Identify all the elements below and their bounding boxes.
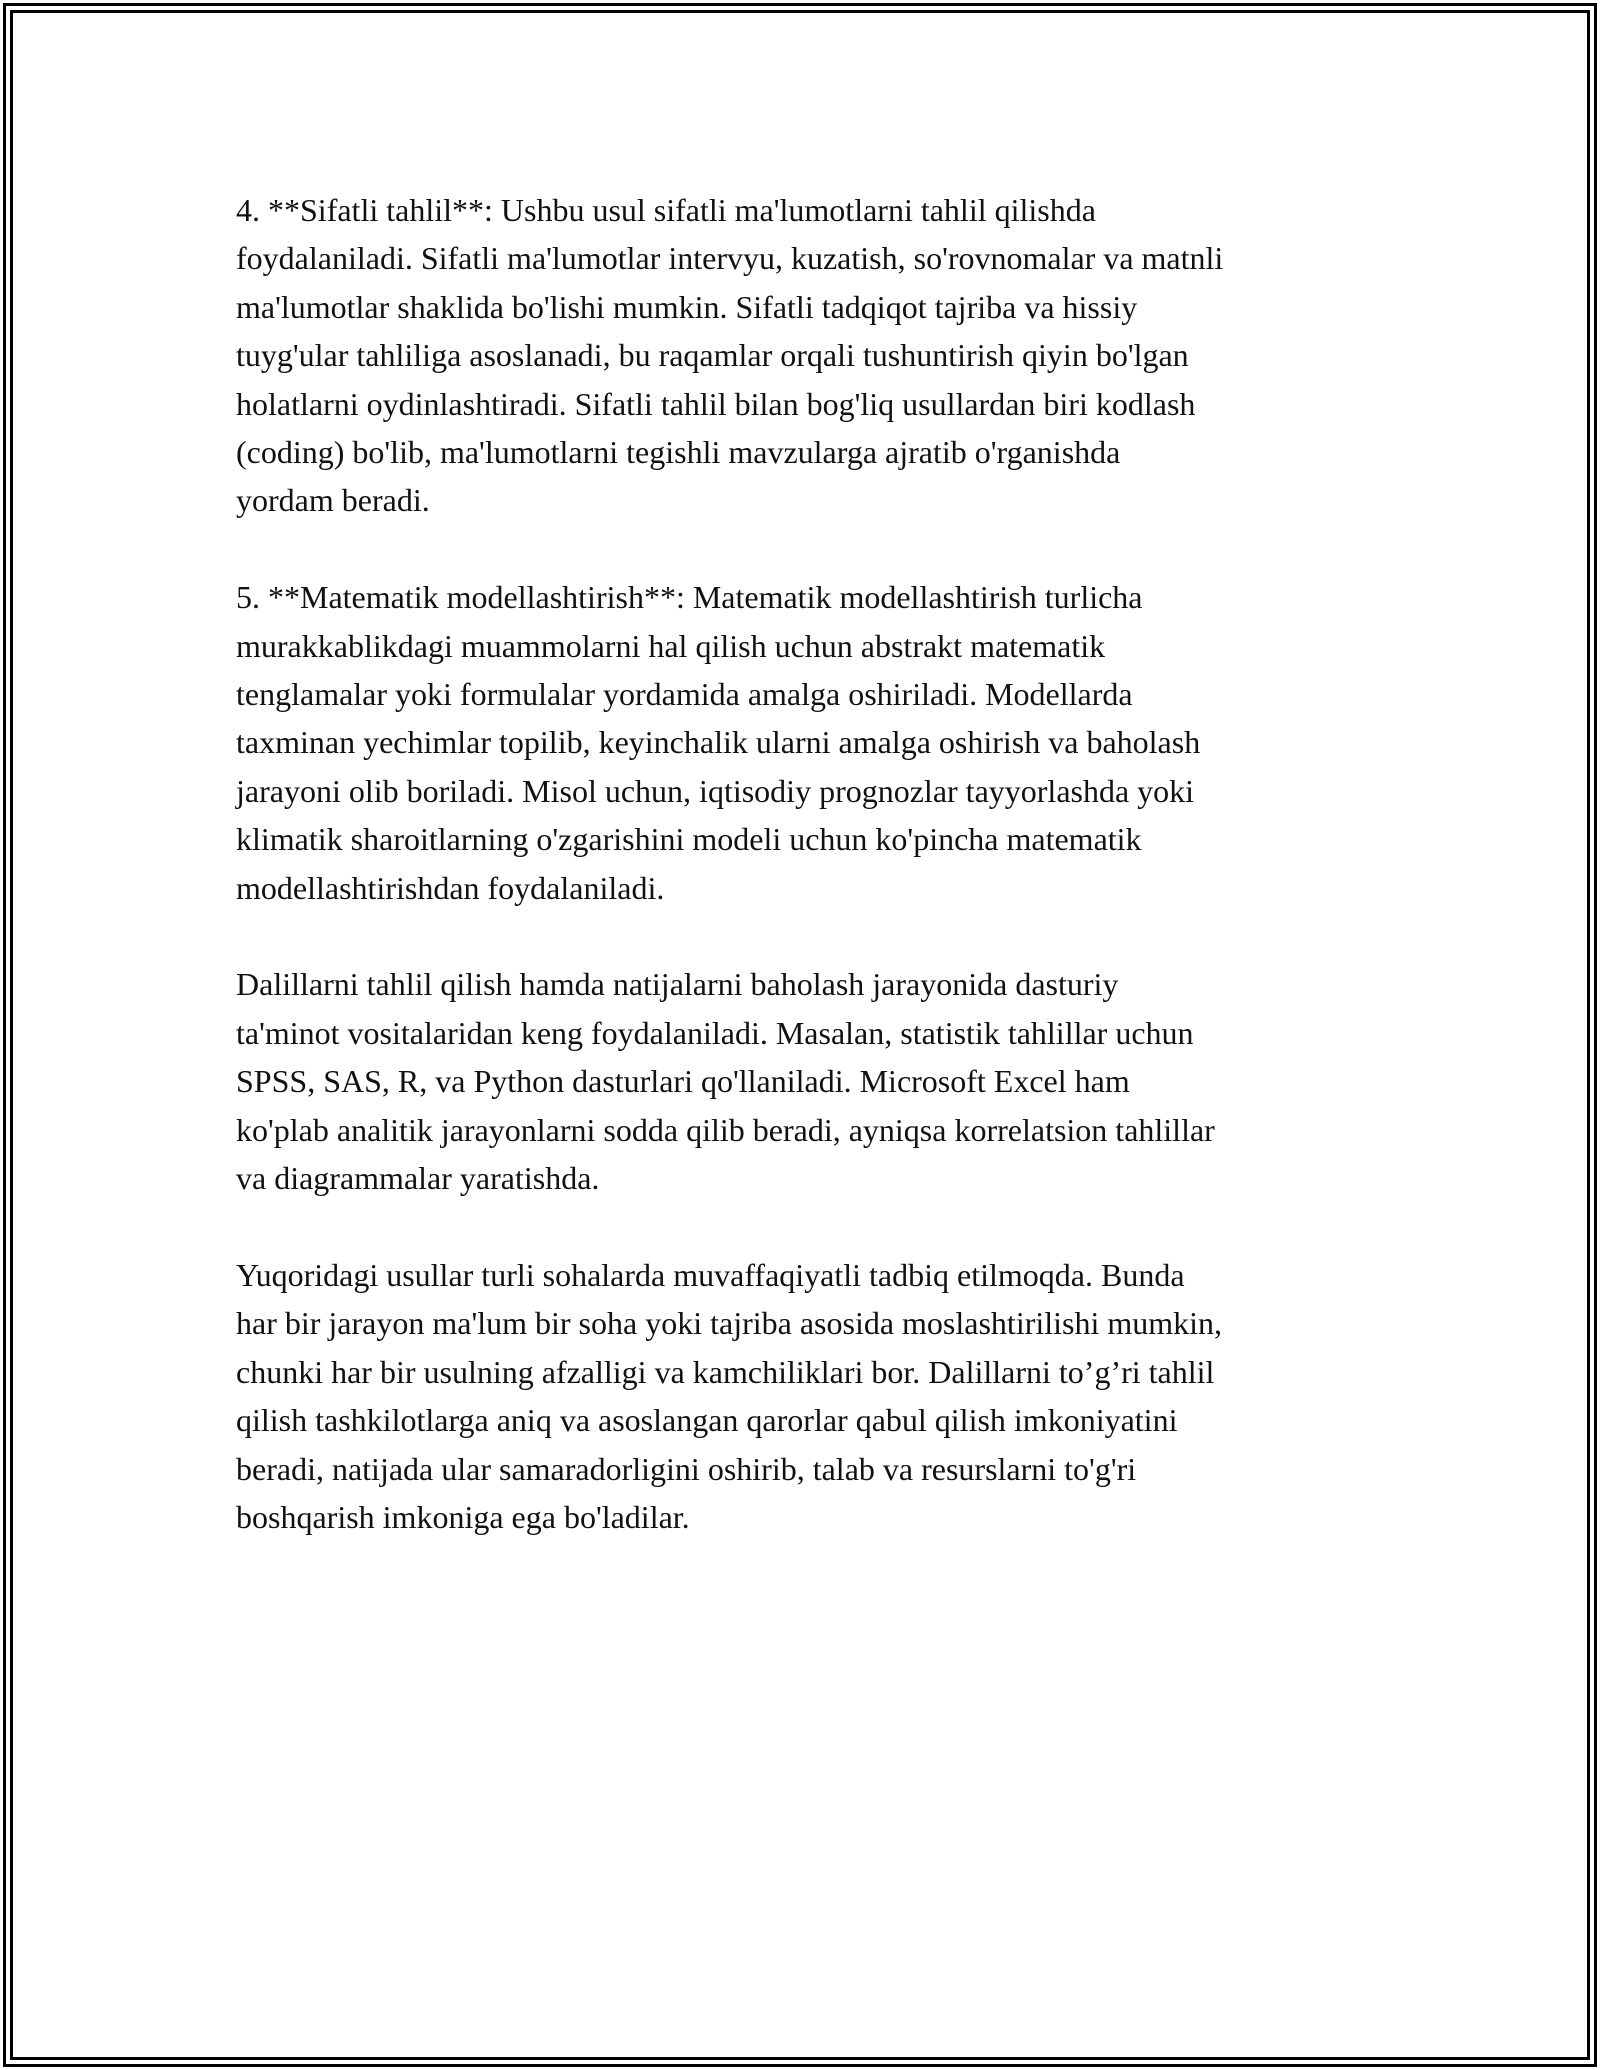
text-line: foydalaniladi. Sifatli ma'lumotlar intervyu, kuzatish, so'rovnomalar va matnli [236, 240, 1224, 277]
paragraph-mathematical-modeling [236, 573, 1386, 912]
text-line: boshqarish imkoniga ega bo'ladilar. [236, 1498, 690, 1535]
text-line: murakkablikdagi muammolarni hal qilish uchun abstrakt matematik [236, 627, 1106, 664]
document-body [236, 186, 1386, 1590]
paragraph-software-tools [236, 960, 1386, 1202]
text-line: ko'plab analitik jarayonlarni sodda qilib beradi, ayniqsa korrelatsion tahlillar [236, 1111, 1215, 1148]
paragraph-conclusion [236, 1251, 1386, 1541]
text-line: tenglamalar yoki formulalar yordamida amalga oshiriladi. Modellarda [236, 676, 1133, 713]
text-line: beradi, natijada ular samaradorligini oshirib, talab va resurslarni to'g'ri [236, 1450, 1137, 1487]
text-line: yordam beradi. [236, 482, 430, 519]
text-line: ma'lumotlar shaklida bo'lishi mumkin. Sifatli tadqiqot tajriba va hissiy [236, 288, 1138, 325]
text-line: Yuqoridagi usullar turli sohalarda muvaffaqiyatli tadbiq etilmoqda. Bunda [236, 1256, 1185, 1293]
text-line: taxminan yechimlar topilib, keyinchalik ularni amalga oshirish va baholash [236, 724, 1201, 761]
text-line: tuyg'ular tahliliga asoslanadi, bu raqamlar orqali tushuntirish qiyin bo'lgan [236, 337, 1189, 374]
text-line: va diagrammalar yaratishda. [236, 1160, 600, 1197]
text-line: modellashtirishdan foydalaniladi. [236, 869, 665, 906]
text-line: 4. **Sifatli tahlil**: Ushbu usul sifatli ma'lumotlarni tahlil qilishda [236, 192, 1096, 228]
text-line: har bir jarayon ma'lum bir soha yoki tajriba asosida moslashtirilishi mumkin, [236, 1305, 1223, 1342]
text-line: ta'minot vositalaridan keng foydalaniladi. Masalan, statistik tahlillar uchun [236, 1014, 1194, 1051]
text-line: SPSS, SAS, R, va Python dasturlari qo'llaniladi. Microsoft Excel ham [236, 1063, 1130, 1100]
text-line: Dalillarni tahlil qilish hamda natijalarni baholash jarayonida dasturiy [236, 966, 1119, 1003]
text-line: 5. **Matematik modellashtirish**: Matematik modellashtirish turlicha [236, 579, 1143, 616]
text-line: (coding) bo'lib, ma'lumotlarni tegishli mavzularga ajratib o'rganishda [236, 434, 1121, 471]
text-line: jarayoni olib boriladi. Misol uchun, iqtisodiy prognozlar tayyorlashda yoki [236, 772, 1195, 809]
text-line: chunki har bir usulning afzalligi va kamchiliklari bor. Dalillarni to’g’ri tahlil [236, 1353, 1215, 1390]
text-line: qilish tashkilotlarga aniq va asoslangan qarorlar qabul qilish imkoniyatini [236, 1402, 1178, 1439]
text-line: klimatik sharoitlarning o'zgarishini modeli uchun ko'pincha matematik [236, 821, 1142, 858]
paragraph-qualitative-analysis [236, 186, 1386, 525]
text-line: holatlarni oydinlashtiradi. Sifatli tahlil bilan bog'liq usullardan biri kodlash [236, 385, 1196, 422]
